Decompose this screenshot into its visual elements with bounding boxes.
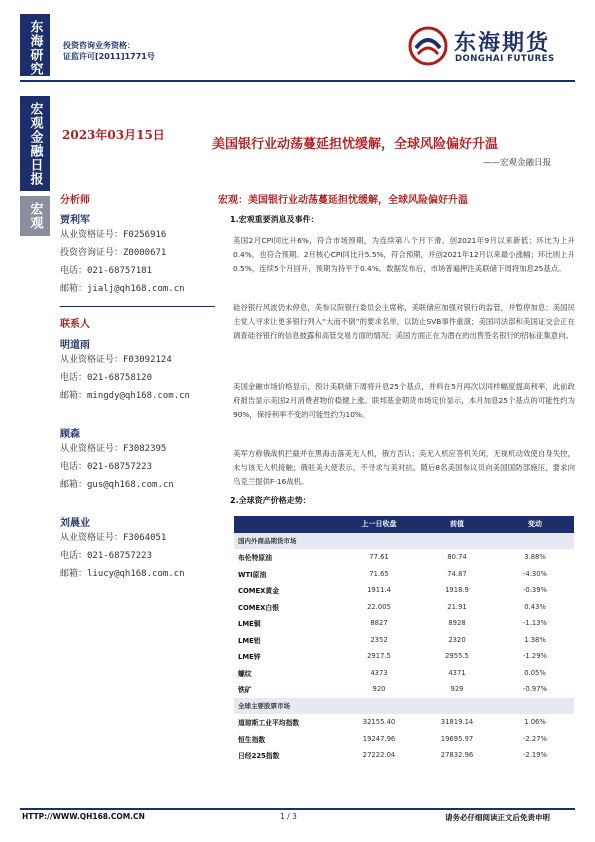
prior-value: 19695.97 xyxy=(440,734,474,743)
report-title: 美国银行业动荡蔓延担忧缓解，全球风险偏好升温 xyxy=(212,137,499,152)
prior-value: 1918.9 xyxy=(445,586,469,595)
contact-line: 从业资格证号：F03092124 xyxy=(60,355,172,365)
table-row xyxy=(234,731,574,748)
category-band-label: 宏观 xyxy=(27,202,43,230)
contact-email[interactable]: 邮箱：liucy@qh168.com.cn xyxy=(60,569,185,579)
table-row xyxy=(234,648,574,665)
analyst-heading: 分析师 xyxy=(60,195,90,206)
table-header-cell xyxy=(234,516,340,533)
contact-line: 电话：021-68757223 xyxy=(60,462,153,472)
prior-value: 21.91 xyxy=(447,602,467,611)
change: 0.43% xyxy=(524,602,546,611)
prev-close: 2352 xyxy=(370,635,388,644)
qualification xyxy=(63,40,155,62)
asset-name: 道琼斯工业平均指数 xyxy=(238,719,300,728)
table-row xyxy=(234,582,574,599)
prior-value: 31819.14 xyxy=(440,718,474,727)
table-row xyxy=(234,566,574,583)
change: 1.06% xyxy=(524,718,546,727)
table-row xyxy=(234,549,574,566)
prev-close: 19247.96 xyxy=(362,734,396,743)
change: -0.97% xyxy=(522,685,548,694)
change: 0.05% xyxy=(524,668,546,677)
table-row xyxy=(234,714,574,731)
change: 3.88% xyxy=(524,553,546,562)
asset-name: LME铝 xyxy=(238,636,261,645)
change: -0.39% xyxy=(522,586,548,595)
research-band-label: 东海研究 xyxy=(27,20,43,76)
prior-value: 2955.5 xyxy=(445,652,469,661)
prev-close: 22.005 xyxy=(367,602,391,611)
prev-close: 71.65 xyxy=(369,569,389,578)
table-row xyxy=(234,599,574,616)
prior-value: 4371 xyxy=(448,668,466,677)
analyst-name: 贾利军 xyxy=(60,215,90,226)
table-row xyxy=(234,615,574,632)
table-header-cell: 前值 xyxy=(418,516,496,533)
category-band xyxy=(20,196,50,236)
asset-name: 恒生指数 xyxy=(238,735,266,744)
contact-name: 刘晨业 xyxy=(60,518,90,529)
contact-line: 电话：021-68758120 xyxy=(60,373,153,383)
contact-line: 从业资格证号：F3064051 xyxy=(60,533,167,543)
change: -4.30% xyxy=(522,569,548,578)
asset-name: COMEX白银 xyxy=(238,603,280,612)
contact-line: 电话：021-68757223 xyxy=(60,551,153,561)
prev-close: 2917.5 xyxy=(367,652,391,661)
table-group-row xyxy=(234,698,574,715)
asset-name: 布伦特原油 xyxy=(238,554,272,563)
brand-name-cn: 东海期货 xyxy=(454,30,551,56)
asset-name: LME铜 xyxy=(238,620,261,629)
change: -2.27% xyxy=(522,734,548,743)
logo-mark-icon xyxy=(408,26,448,66)
prior-value: 8928 xyxy=(448,619,466,628)
change: 1.38% xyxy=(524,635,546,644)
table-header-row xyxy=(234,516,574,533)
prior-value: 2320 xyxy=(448,635,466,644)
group-label: 国内外商品期货市场 xyxy=(234,533,574,550)
contact-heading: 联系人 xyxy=(60,319,90,330)
sidebar-divider xyxy=(60,306,215,307)
prior-value: 27832.96 xyxy=(440,751,474,760)
report-series: ——宏观金融日报 xyxy=(483,158,552,168)
prev-close: 8827 xyxy=(370,619,388,628)
footer-page: 1 / 3 xyxy=(280,812,297,821)
paragraph: 硅谷银行风波仍未停息，美参议院银行委员会主席称，美联储应加强对银行的监管，并暂停加息；美国民主党人寻求让更多银行列入“大而不倒”的要求名单，以防止SVB事件重演；美国司法部和美国证交会正在调查硅谷银行的信息披露和高管交易方面的情况；美国方面正在为潜在的出售签名银行的招标征集意向。 xyxy=(233,303,575,340)
prior-value: 74.87 xyxy=(447,569,467,578)
contact-name: 明道雨 xyxy=(60,340,90,351)
asset-name: WTI原油 xyxy=(238,570,267,579)
header-rule xyxy=(20,80,575,82)
asset-name: 日经225指数 xyxy=(238,752,280,761)
table-group-row xyxy=(234,533,574,550)
contact-email[interactable]: 邮箱：gus@qh168.com.cn xyxy=(60,480,174,490)
qualification-line2: 证监许可[2011]1771号 xyxy=(63,52,155,61)
report-date: 2023年03月15日 xyxy=(62,128,165,142)
footer-disclaimer: 请务必仔细阅读正文后免责申明 xyxy=(445,813,550,822)
group-label: 全球主要股票市场 xyxy=(234,698,574,715)
main-headline: 宏观：美国银行业动荡蔓延担忧缓解，全球风险偏好升温 xyxy=(218,195,468,206)
prev-close: 4373 xyxy=(370,668,388,677)
asset-name: 螺纹 xyxy=(238,669,252,678)
paragraph: 美国2月CPI同比升6%，符合市场预期，为连续第八个月下滑，创2021年9月以来新低；环比为上升0.4%，也符合预期。2月核心CPI同比升5.5%，符合预期，并创2021年12月以来最小涨幅；环比则上升0.5%，连续5个月回升，预期为持平于0.4%。数据发布后，市场普遍押注美联储下周将加息25基点。 xyxy=(233,236,575,273)
paragraph: 美国金融市场价格显示，预计美联储下周将升息25个基点，并料在5月再次以同样幅度提高利率，此前政府报告显示美国2月消费者物价稳健上涨。联邦基金期货市场定价显示，本月加息25个基点的可能性约为90%，保持利率不变的可能性约为10%。 xyxy=(233,382,575,419)
prev-close: 920 xyxy=(372,685,386,694)
section-band-label: 宏观金融日报 xyxy=(27,102,43,186)
contact-name: 顾森 xyxy=(60,429,80,440)
change: -1.29% xyxy=(522,652,548,661)
prev-close: 77.61 xyxy=(369,553,389,562)
prev-close: 27222.04 xyxy=(362,751,396,760)
table-row xyxy=(234,632,574,649)
paragraph: 美军方称俄战机拦截并在黑海击落美无人机，俄方否认；美无人机应答机关闭，无视机动效使自身失控，未与该无人机接触；俄驻美大使表示，不寻求与美对抗。随后8名美国参议员向美国国防部施压，要求向乌克兰提供F-16战机。 xyxy=(233,449,575,486)
table-header-cell: 上一日收盘 xyxy=(340,516,418,533)
prev-close: 1911.4 xyxy=(367,586,391,595)
research-band xyxy=(20,14,50,76)
analyst-line: 从业资格证号：F0256916 xyxy=(60,230,167,240)
analyst-line: 投资咨询证号：Z0000671 xyxy=(60,248,167,258)
contact-email[interactable]: 邮箱：mingdy@qh168.com.cn xyxy=(60,391,190,401)
table-row xyxy=(234,681,574,698)
change: -1.13% xyxy=(522,619,548,628)
asset-name: 铁矿 xyxy=(238,686,252,695)
author-sidebar xyxy=(60,191,220,583)
contact-line: 从业资格证号：F3082395 xyxy=(60,444,167,454)
prior-value: 929 xyxy=(450,685,464,694)
asset-name: LME锌 xyxy=(238,653,261,662)
analyst-email[interactable]: 邮箱：jialj@qh168.com.cn xyxy=(60,284,185,294)
footer-url[interactable]: HTTP://WWW.QH168.COM.CN xyxy=(22,812,145,821)
brand-name-en: DONGHAI FUTURES xyxy=(455,54,555,64)
brand-logo xyxy=(408,24,578,68)
qualification-line1: 投资咨询业务资格： xyxy=(63,41,135,50)
footer-rule xyxy=(20,808,575,810)
asset-name: COMEX黄金 xyxy=(238,587,280,596)
section1-title: 1.宏观重要消息及事件： xyxy=(230,215,319,224)
price-table xyxy=(234,516,574,764)
prior-value: 80.74 xyxy=(447,553,467,562)
table-row xyxy=(234,747,574,764)
change: -2.19% xyxy=(522,751,548,760)
table-row xyxy=(234,665,574,682)
analyst-line: 电话：021-68757181 xyxy=(60,266,153,276)
section2-title: 2.全球资产价格走势： xyxy=(230,496,311,505)
table-header-cell: 变动 xyxy=(496,516,574,533)
prev-close: 32155.40 xyxy=(362,718,396,727)
section-band xyxy=(20,96,50,191)
